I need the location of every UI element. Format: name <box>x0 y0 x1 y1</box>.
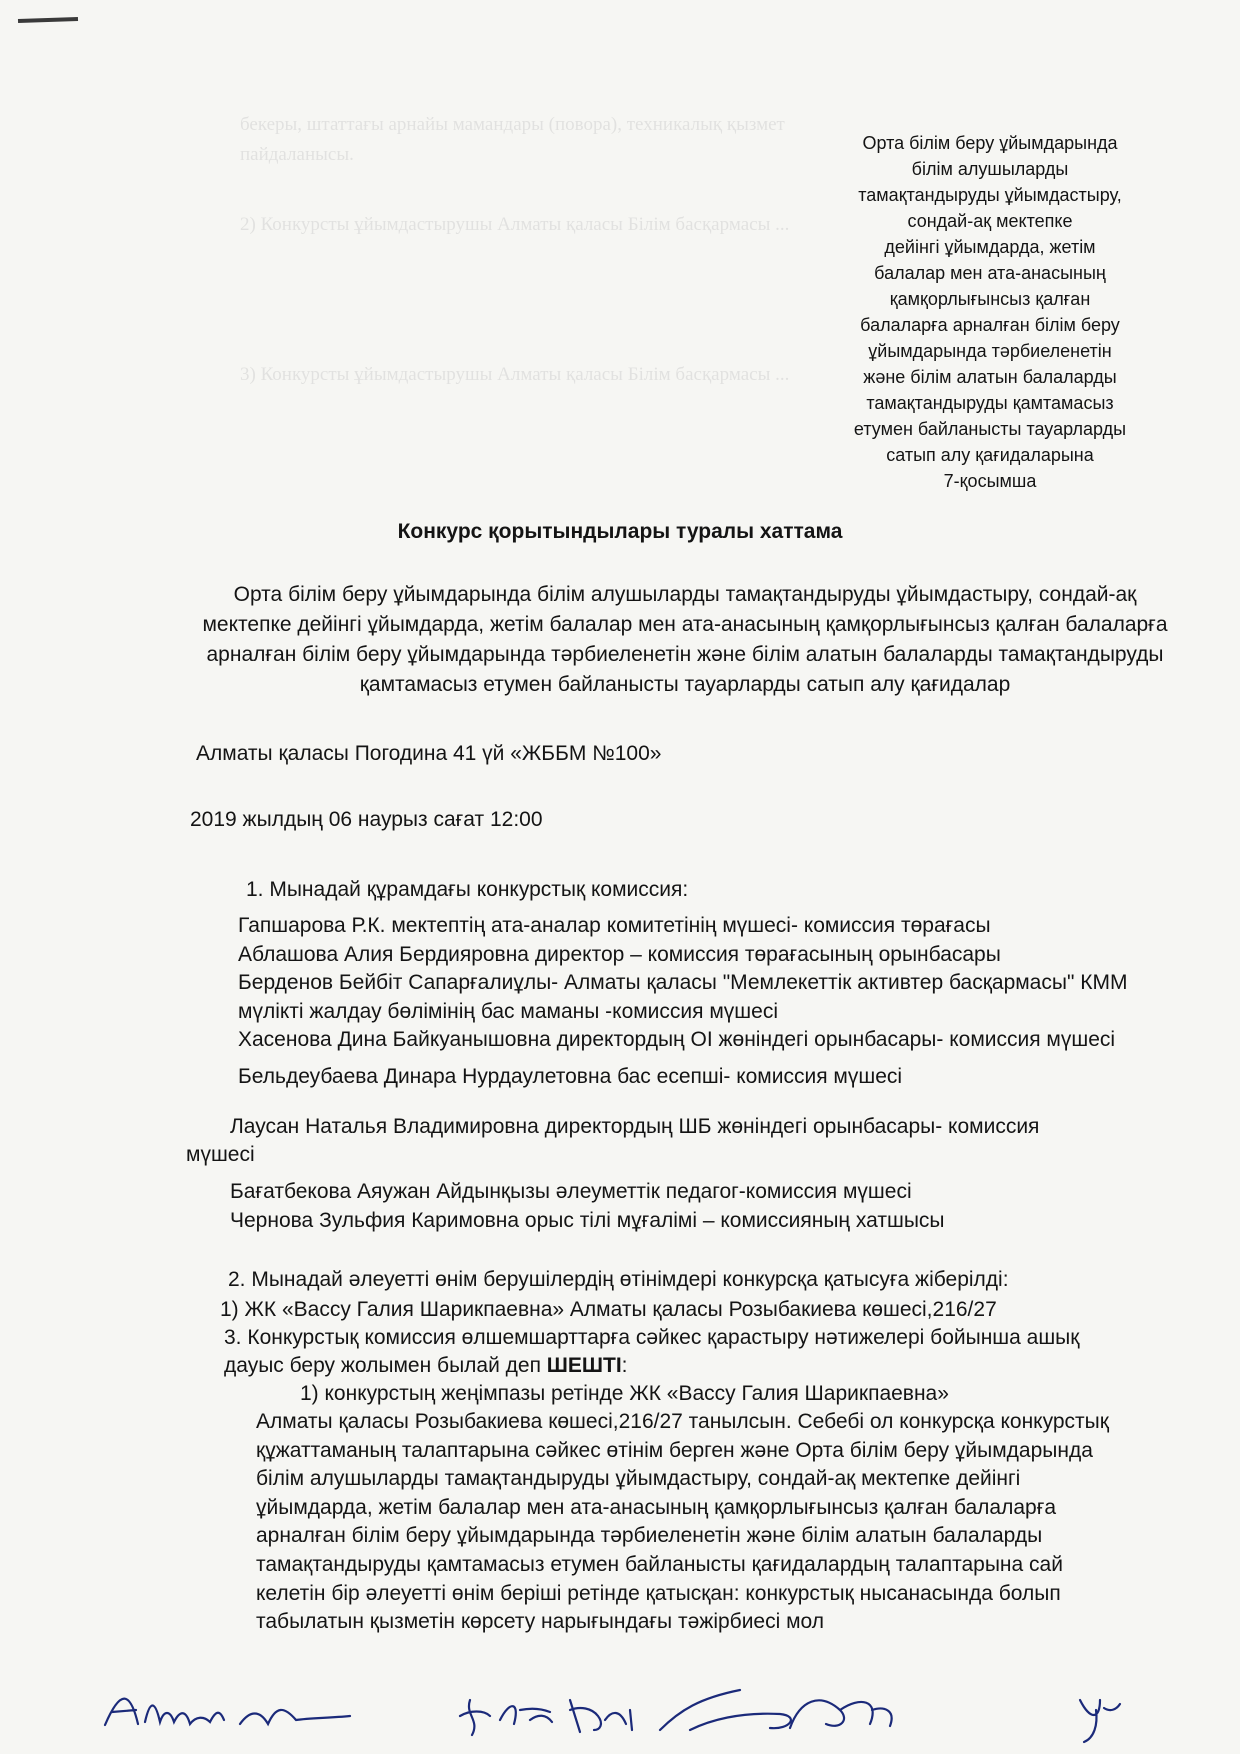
section2-item: 1) ЖК «Вассу Галия Шарикпаевна» Алматы қаласы Розыбакиева көшесі,216/27 <box>220 1298 997 1321</box>
section2-heading: 2. Мынадай әлеуетті өнім берушілердің өтінімдері конкурсқа қатысуға жіберілді: <box>228 1268 1009 1291</box>
appendix-line: балалар мен ата-анасының <box>874 263 1106 283</box>
appendix-line: сондай-ақ мектепке <box>907 211 1073 231</box>
appendix-line: ұйымдарында тәрбиеленетін <box>868 341 1112 361</box>
appendix-number: 7-қосымша <box>943 471 1037 491</box>
scan-mark <box>18 17 78 23</box>
list-item: Гапшарова Р.К. мектептің ата-аналар комитетінің мүшесі- комиссия төрағасы <box>238 914 991 937</box>
appendix-line: дейінгі ұйымдарда, жетім <box>884 237 1096 257</box>
signature-3 <box>570 1700 632 1732</box>
list-item: Бельдеубаева Динара Нурдаулетовна бас есепші- комиссия мүшесі <box>238 1064 903 1088</box>
signature-1 <box>105 1699 350 1725</box>
commission-members <box>238 912 1138 1091</box>
list-item-continuation: мүшесі <box>186 1143 255 1166</box>
list-item: Бағатбекова Аяужан Айдынқызы әлеуметтік педагог-комиссия мүшесі <box>230 1180 912 1203</box>
decided-word: ШЕШТІ <box>546 1354 622 1377</box>
signatures <box>100 1680 1160 1744</box>
list-item: Хасенова Дина Байкуанышовна директордың ОІ жөніндегі орынбасары- комиссия мүшесі <box>238 1028 1116 1051</box>
datetime-line: 2019 жылдың 06 наурыз сағат 12:00 <box>190 808 543 831</box>
appendix-line: Орта білім беру ұйымдарында <box>862 133 1118 153</box>
section3-lead: 3. Конкурстық комиссия өлшемшарттарға сәйкес қарастыру нәтижелері бойынша ашық дауыс беру жолымен былай деп ШЕШТІ: <box>224 1326 1080 1377</box>
appendix-line: етумен байланысты тауарларды <box>853 419 1127 439</box>
list-item: Аблашова Алия Бердияровна директор – комиссия төрағасының орынбасары <box>238 942 1001 966</box>
signature-6 <box>1080 1700 1120 1742</box>
commission-heading: 1. Мынадай құрамдағы конкурстық комиссия: <box>246 878 689 901</box>
appendix-line: тамақтандыруды ұйымдастыру, <box>858 185 1122 205</box>
bleed-through-text: бекеры, штаттағы арнайы мамандары (повора), техникалық қызмет пайдаланысы. 2) Конкурсты ұйымдастырушы Алматы қаласы Білім басқармасы ... 3) Конкурсты ұйымдастырушы Алматы қаласы Білім басқармасы ... <box>240 114 790 385</box>
appendix-line: және білім алатын балаларды <box>863 367 1117 387</box>
appendix-line: қамқорлығынсыз қалған <box>889 289 1091 309</box>
appendix-line: балаларға арналған білім беру <box>860 315 1120 335</box>
document-title: Конкурс қорытындылары туралы хаттама <box>397 520 843 543</box>
signature-2 <box>460 1700 552 1735</box>
decision-first-line: 1) конкурстың жеңімпазы ретінде ЖК «Вассу Галия Шарикпаевна» <box>300 1382 949 1405</box>
location-line: Алматы қаласы Погодина 41 үй «ЖББМ №100» <box>196 742 662 765</box>
list-item: Чернова Зульфия Каримовна орыс тілі мұғалімі – комиссияның хатшысы <box>230 1209 945 1232</box>
signature-4 <box>660 1690 791 1730</box>
appendix-line: тамақтандыруды қамтамасыз <box>866 393 1114 413</box>
appendix-line: білім алушыларды <box>911 159 1069 179</box>
signature-5 <box>790 1700 892 1728</box>
decision-body: Алматы қаласы Розыбакиева көшесі,216/27 танылсын. Себебі ол конкурсқа конкурстық құжаттаманың талаптарына сәйкес өтінім берген және Орта білім беру ұйымдарында білім алушыларды тамақтандыруды ұйымдастыру, сондай-ақ мектепке дейінгі ұйымдарда, жетім балалар мен ата-анасының қамқорлығынсыз қалған балаларға арналған білім беру ұйымдарында тәрбиеленетін және білім алатын балаларды тамақтандыруды қамтамасыз етумен байланысты қағидалардың талаптарына сай келетін бір әлеуетті өнім беріші ретінде қатысқан: конкурстық нысанасында болып табылатын қызметін көрсету нарығындағы тәжірбиесі мол <box>256 1410 1109 1634</box>
list-item: Лаусан Наталья Владимировна директордың ШБ жөніндегі орынбасары- комиссия <box>230 1115 1040 1138</box>
document-subtitle: Орта білім беру ұйымдарында білім алушыларды тамақтандыруды ұйымдастыру, сондай-ақ мектепке дейінгі ұйымдарда, жетім балалар мен ата-анасының қамқорлығынсыз қалған балаларға арналған білім беру ұйымдарында тәрбиеленетін және білім алатын балаларды тамақтандыруды қамтамасыз етумен байланысты тауарларды сатып алу қағидалар <box>202 583 1168 696</box>
appendix-line: сатып алу қағидаларына <box>886 445 1094 465</box>
list-item: Берденов Бейбіт Сапарғалиұлы- Алматы қаласы "Мемлекеттік активтер басқармасы" КММ мүлікті жалдау бөлімінің бас маманы -комиссия мүшесі <box>238 971 1128 1023</box>
appendix-header <box>835 130 1145 494</box>
